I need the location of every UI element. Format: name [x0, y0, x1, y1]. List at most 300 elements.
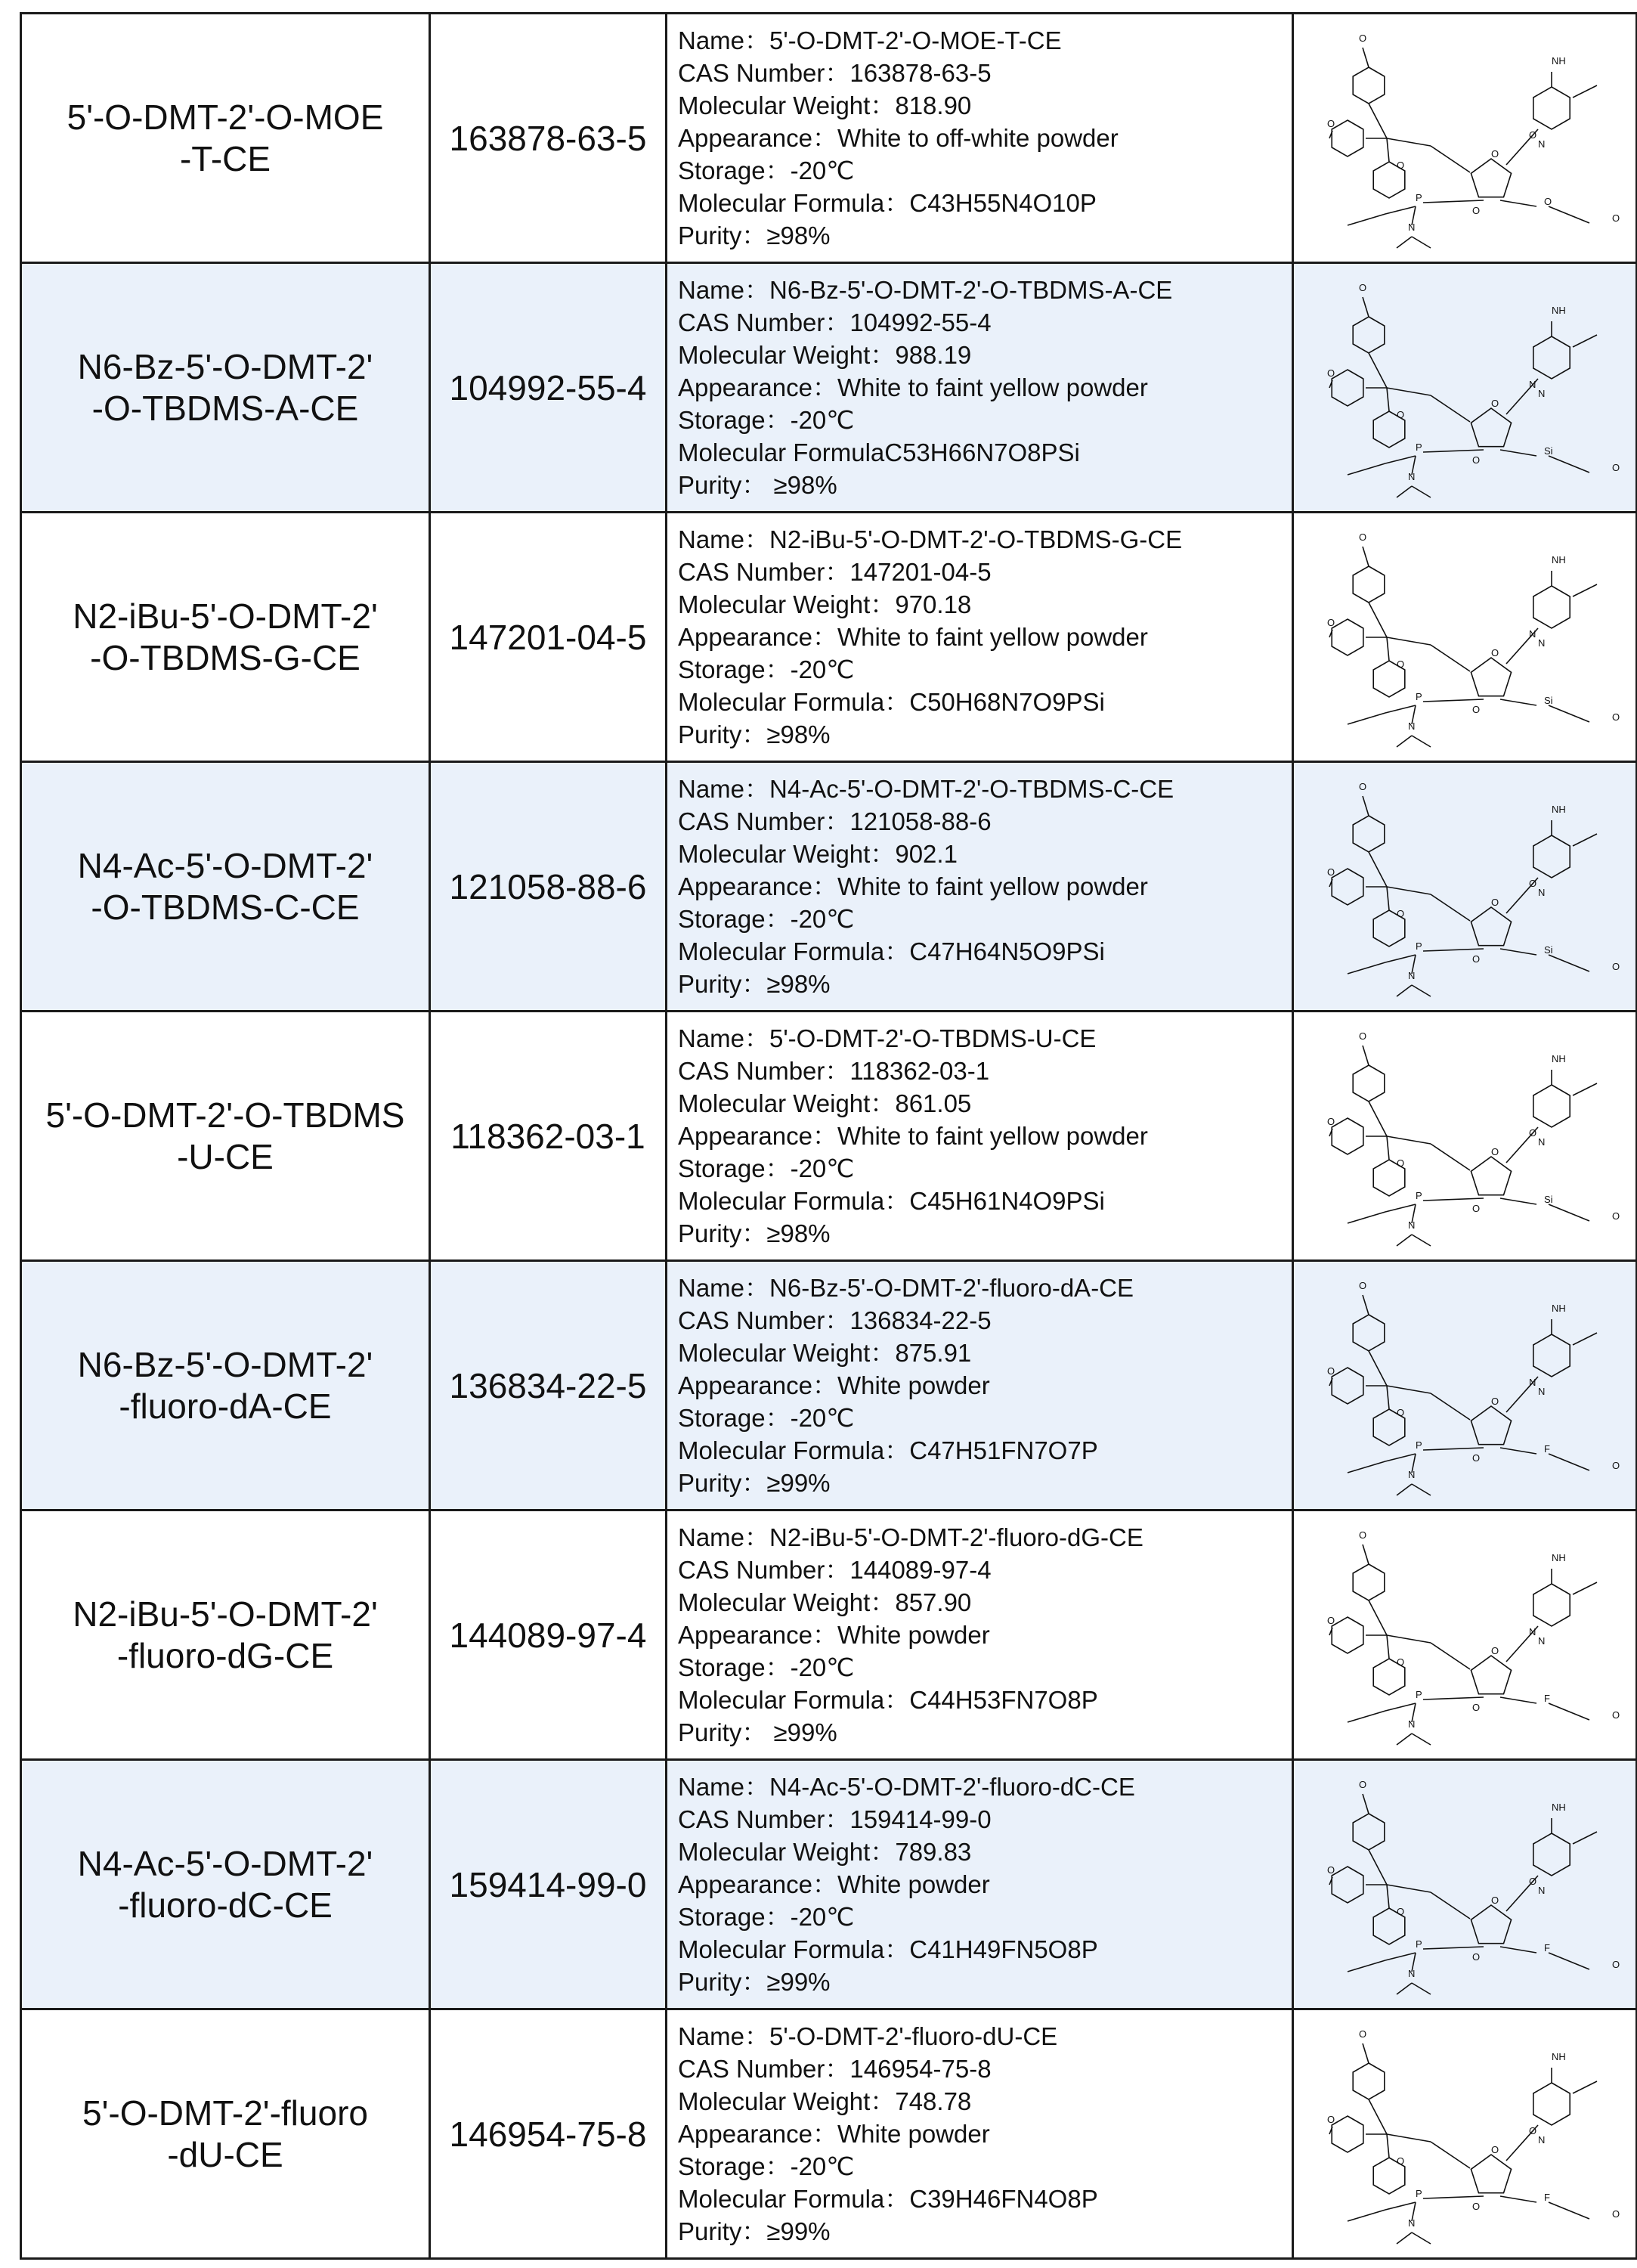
bond-line — [1549, 1454, 1589, 1470]
atom-label: O — [1359, 1030, 1367, 1042]
product-info-cell — [667, 762, 1293, 1012]
atom-label: N — [1538, 1634, 1546, 1647]
product-name-line: N6-Bz-5'-O-DMT-2' — [77, 1344, 373, 1384]
atom-label: O — [1397, 1157, 1405, 1169]
structure-drawing — [1302, 524, 1627, 751]
bond-line — [1412, 1235, 1431, 1246]
info-label: Purity： — [678, 1219, 767, 1247]
info-value: 748.78 — [895, 2087, 972, 2115]
info-label: Molecular Formula： — [678, 688, 910, 716]
info-value: C41H49FN5O8P — [909, 1935, 1098, 1963]
info-label: Molecular Weight： — [678, 1588, 896, 1616]
bond-line — [1369, 1101, 1387, 1136]
info-mw — [678, 1586, 1292, 1619]
info-mw — [678, 1836, 1292, 1868]
info-label: Molecular Formula： — [678, 2185, 910, 2213]
info-label: Purity： — [678, 970, 767, 998]
bond-line — [1387, 1635, 1389, 1659]
bond-line — [1387, 1635, 1431, 1643]
bond-line — [1363, 1046, 1369, 1065]
product-row — [21, 1510, 1637, 1760]
info-value: 988.19 — [895, 341, 972, 369]
info-label: Molecular Weight： — [678, 2087, 896, 2115]
atom-label: O — [1472, 1202, 1481, 1214]
atom-label: O — [1529, 2124, 1537, 2136]
ring-bond — [1471, 2155, 1511, 2193]
ring-bond — [1332, 869, 1363, 905]
structure-image-cell — [1293, 1261, 1637, 1510]
info-formula — [678, 436, 1292, 469]
info-label: Name： — [678, 1523, 770, 1551]
bond-line — [1573, 1832, 1597, 1844]
atom-label: O — [1327, 367, 1335, 379]
bond-line — [1573, 1333, 1597, 1345]
info-value: 789.83 — [895, 1838, 972, 1866]
info-value: 875.91 — [895, 1339, 972, 1367]
bond-line — [1387, 388, 1431, 395]
bond-line — [1412, 1983, 1431, 1994]
product-name-cell — [21, 2009, 430, 2259]
bond-line — [1348, 713, 1385, 724]
ring-bond — [1471, 1656, 1511, 1694]
info-name — [678, 274, 1292, 306]
bond-line — [1412, 237, 1431, 248]
info-value: White to faint yellow powder — [837, 872, 1148, 900]
info-storage — [678, 1402, 1292, 1434]
bond-line — [1423, 2196, 1484, 2198]
product-info-cell — [667, 1261, 1293, 1510]
info-label: CAS Number： — [678, 807, 850, 835]
bond-line — [1387, 138, 1431, 146]
atom-label: O — [1529, 129, 1537, 141]
bond-line — [1385, 1953, 1416, 1960]
atom-label: NH — [1552, 803, 1566, 815]
chemical-structure — [1294, 274, 1635, 501]
info-label: Molecular Formula： — [678, 937, 910, 965]
bond-line — [1397, 985, 1412, 996]
atom-label: O — [1397, 1406, 1405, 1418]
ring-bond — [1332, 1368, 1363, 1404]
info-mw — [678, 838, 1292, 870]
info-appearance — [678, 1120, 1292, 1152]
info-formula — [678, 2183, 1292, 2215]
structure-drawing — [1302, 1771, 1627, 1998]
bond-line — [1423, 699, 1484, 702]
bond-line — [1549, 456, 1589, 472]
info-value: 5'-O-DMT-2'-O-TBDMS-U-CE — [769, 1024, 1097, 1052]
structure-image-cell — [1293, 2009, 1637, 2259]
info-label: Purity： — [678, 471, 767, 499]
info-mw — [678, 1337, 1292, 1369]
info-value: N6-Bz-5'-O-DMT-2'-O-TBDMS-A-CE — [769, 276, 1173, 304]
info-value: 144089-97-4 — [849, 1556, 992, 1584]
info-formula — [678, 1933, 1292, 1966]
cas-number-cell: 163878-63-5 — [430, 14, 667, 263]
bond-line — [1423, 1448, 1484, 1450]
bond-line — [1387, 637, 1389, 661]
product-name-cell — [21, 1012, 430, 1261]
info-name — [678, 1521, 1292, 1554]
info-label: Purity： — [678, 1968, 767, 1996]
atom-label: O — [1491, 1894, 1499, 1906]
atom-label: O — [1472, 703, 1481, 715]
ring-bond — [1533, 1584, 1570, 1626]
info-appearance — [678, 122, 1292, 154]
atom-label: P — [1416, 441, 1422, 453]
info-value: 104992-55-4 — [849, 308, 992, 336]
info-purity — [678, 1217, 1292, 1250]
info-label: Name： — [678, 1773, 770, 1801]
bond-line — [1500, 1448, 1536, 1454]
bond-line — [1348, 962, 1385, 974]
bond-line — [1423, 450, 1484, 452]
info-value: White to off-white powder — [837, 124, 1119, 152]
info-purity — [678, 469, 1292, 501]
info-value: 147201-04-5 — [849, 558, 992, 586]
atom-label: O — [1491, 397, 1499, 409]
atom-label: O — [1327, 117, 1335, 129]
info-value: 163878-63-5 — [849, 59, 992, 87]
atom-label: F — [1544, 1442, 1550, 1455]
info-label: Storage： — [678, 1903, 791, 1931]
atom-label: O — [1359, 780, 1367, 792]
info-cas — [678, 1803, 1292, 1836]
ring-bond — [1332, 1118, 1363, 1154]
ring-bond — [1353, 1564, 1385, 1600]
info-label: Molecular Formula： — [678, 1935, 910, 1963]
structure-drawing — [1302, 25, 1627, 252]
info-label: Name： — [678, 1274, 770, 1302]
atom-label: NH — [1552, 1801, 1566, 1813]
structure-image-cell — [1293, 1760, 1637, 2009]
bond-line — [1549, 1703, 1589, 1720]
info-label: Appearance： — [678, 2120, 837, 2148]
bond-line — [1397, 1235, 1412, 1246]
ring-bond — [1332, 1617, 1363, 1653]
info-label: Appearance： — [678, 1621, 837, 1649]
atom-label: O — [1359, 2028, 1367, 2040]
ring-bond — [1471, 408, 1511, 447]
atom-label: N — [1538, 886, 1546, 898]
info-label: Molecular Formula： — [678, 1686, 910, 1714]
ring-bond — [1353, 317, 1385, 353]
bond-line — [1431, 894, 1470, 921]
info-label: CAS Number： — [678, 59, 850, 87]
info-label: Molecular Weight： — [678, 341, 896, 369]
chemical-structure — [1294, 1023, 1635, 1250]
info-formula — [678, 187, 1292, 219]
info-label: Appearance： — [678, 124, 837, 152]
bond-line — [1573, 1582, 1597, 1594]
structure-drawing — [1302, 1272, 1627, 1499]
atom-label: O — [1544, 195, 1552, 207]
info-value: C45H61N4O9PSi — [909, 1187, 1105, 1215]
info-label: Molecular Weight： — [678, 590, 896, 618]
bond-line — [1387, 887, 1389, 910]
structure-image-cell — [1293, 14, 1637, 263]
structure-image-cell — [1293, 263, 1637, 513]
ring-bond — [1353, 1315, 1385, 1351]
atom-label: P — [1416, 690, 1422, 702]
bond-line — [1387, 1885, 1431, 1892]
info-label: Molecular Formula： — [678, 189, 910, 217]
cas-number-cell: 144089-97-4 — [430, 1510, 667, 1760]
info-label: Storage： — [678, 2152, 791, 2180]
info-value: -20℃ — [790, 406, 855, 434]
product-name-cell — [21, 1760, 430, 2009]
info-label: Appearance： — [678, 1870, 837, 1898]
bond-line — [1431, 1393, 1470, 1420]
atom-label: P — [1416, 1688, 1422, 1700]
info-label: Purity： — [678, 720, 767, 748]
bond-line — [1385, 2202, 1416, 2210]
info-value: 857.90 — [895, 1588, 972, 1616]
ring-bond — [1533, 87, 1570, 129]
atom-label: NH — [1552, 304, 1566, 316]
bond-line — [1397, 237, 1412, 248]
info-formula — [678, 935, 1292, 968]
info-label: Name： — [678, 2022, 770, 2050]
bond-line — [1573, 335, 1597, 347]
bond-line — [1385, 1454, 1416, 1461]
cas-number-cell: 147201-04-5 — [430, 513, 667, 762]
info-mw — [678, 2085, 1292, 2118]
atom-label: O — [1397, 159, 1405, 171]
bond-line — [1385, 1703, 1416, 1711]
product-row — [21, 263, 1637, 513]
chemical-structure — [1294, 524, 1635, 751]
info-storage — [678, 1901, 1292, 1933]
atom-label: O — [1359, 32, 1367, 44]
structure-image-cell — [1293, 762, 1637, 1012]
bond-line — [1387, 1885, 1389, 1908]
bond-line — [1423, 1947, 1484, 1949]
bond-line — [1369, 1850, 1387, 1885]
cas-number-cell: 159414-99-0 — [430, 1760, 667, 2009]
atom-label: O — [1491, 2143, 1499, 2155]
product-info-cell — [667, 14, 1293, 263]
bond-line — [1431, 395, 1470, 422]
atom-label: O — [1612, 1709, 1620, 1721]
info-formula — [678, 1185, 1292, 1217]
atom-label: N — [1538, 387, 1546, 399]
info-purity — [678, 2215, 1292, 2248]
atom-label: N — [1538, 138, 1546, 150]
atom-label: N — [1538, 1136, 1546, 1148]
info-value: 159414-99-0 — [849, 1805, 992, 1833]
info-label: Purity： — [678, 2217, 767, 2245]
atom-label: NH — [1552, 1302, 1566, 1314]
atom-label: O — [1491, 1644, 1499, 1656]
ring-bond — [1332, 120, 1363, 156]
info-name — [678, 523, 1292, 556]
bond-line — [1397, 1734, 1412, 1745]
product-row — [21, 1760, 1637, 2009]
info-value: C39H46FN4O8P — [909, 2185, 1098, 2213]
info-label: CAS Number： — [678, 1057, 850, 1085]
info-purity — [678, 718, 1292, 751]
info-label: Molecular Weight： — [678, 840, 896, 868]
atom-label: O — [1472, 953, 1481, 965]
bond-line — [1423, 1198, 1484, 1201]
atom-label: O — [1491, 147, 1499, 160]
atom-label: O — [1612, 1958, 1620, 1970]
info-value: ≥99% — [766, 1469, 831, 1497]
atom-label: Si — [1544, 445, 1553, 457]
bond-line — [1500, 699, 1536, 705]
atom-label: N — [1408, 1219, 1416, 1231]
info-value: ≥98% — [766, 970, 831, 998]
atom-label: O — [1612, 461, 1620, 473]
atom-label: Si — [1544, 694, 1553, 706]
info-value: C44H53FN7O8P — [909, 1686, 1098, 1714]
product-info-cell — [667, 513, 1293, 762]
info-cas — [678, 805, 1292, 838]
info-label: CAS Number： — [678, 558, 850, 586]
info-cas — [678, 556, 1292, 588]
product-info-cell — [667, 1510, 1293, 1760]
bond-line — [1500, 200, 1536, 206]
info-value: N4-Ac-5'-O-DMT-2'-fluoro-dC-CE — [769, 1773, 1135, 1801]
atom-label: O — [1359, 1778, 1367, 1790]
info-label: Name： — [678, 276, 770, 304]
bond-line — [1363, 1295, 1369, 1315]
bond-line — [1387, 637, 1431, 645]
info-label: Appearance： — [678, 1122, 837, 1150]
bond-line — [1412, 736, 1431, 747]
atom-label: N — [1408, 1468, 1416, 1480]
info-value: -20℃ — [790, 156, 855, 184]
info-purity — [678, 1467, 1292, 1499]
info-value: 970.18 — [895, 590, 972, 618]
info-label: Molecular Weight： — [678, 1089, 896, 1117]
structure-image-cell — [1293, 1012, 1637, 1261]
chemical-structure — [1294, 1771, 1635, 1998]
info-label: CAS Number： — [678, 308, 850, 336]
bond-line — [1387, 1136, 1431, 1144]
product-name-cell — [21, 513, 430, 762]
cas-number-cell: 146954-75-8 — [430, 2009, 667, 2259]
cas-number-cell: 118362-03-1 — [430, 1012, 667, 1261]
info-value: -20℃ — [790, 2152, 855, 2180]
info-value: 5'-O-DMT-2'-fluoro-dU-CE — [769, 2022, 1058, 2050]
atom-label: O — [1529, 1126, 1537, 1139]
bond-line — [1387, 1386, 1431, 1393]
product-name-cell — [21, 1261, 430, 1510]
info-mw — [678, 1087, 1292, 1120]
product-name-line: -fluoro-dG-CE — [116, 1635, 334, 1675]
atom-label: O — [1612, 2208, 1620, 2220]
bond-line — [1387, 388, 1389, 411]
ring-bond — [1471, 1905, 1511, 1944]
info-purity — [678, 1966, 1292, 1998]
bond-line — [1549, 1204, 1589, 1221]
product-name-line: N4-Ac-5'-O-DMT-2' — [77, 1843, 373, 1883]
info-appearance — [678, 1369, 1292, 1402]
bond-line — [1397, 1983, 1412, 1994]
atom-label: F — [1544, 1692, 1550, 1704]
info-value: N2-iBu-5'-O-DMT-2'-fluoro-dG-CE — [769, 1523, 1143, 1551]
info-label: Molecular Formula： — [678, 1436, 910, 1464]
atom-label: Si — [1544, 943, 1553, 956]
bond-line — [1363, 547, 1369, 566]
info-label: Molecular Weight： — [678, 1838, 896, 1866]
bond-line — [1431, 645, 1470, 671]
atom-label: O — [1397, 1656, 1405, 1668]
info-value: ≥98% — [766, 720, 831, 748]
info-value: C47H64N5O9PSi — [909, 937, 1105, 965]
atom-label: O — [1327, 1115, 1335, 1127]
atom-label: NH — [1552, 1052, 1566, 1064]
bond-line — [1549, 206, 1589, 223]
info-formula — [678, 686, 1292, 718]
bond-line — [1387, 138, 1389, 162]
ring-bond — [1471, 907, 1511, 946]
info-value: 136834-22-5 — [849, 1306, 992, 1334]
bond-line — [1363, 1794, 1369, 1814]
info-label: Name： — [678, 1024, 770, 1052]
bond-line — [1423, 200, 1484, 203]
info-value: 121058-88-6 — [849, 807, 992, 835]
bond-line — [1387, 2134, 1389, 2158]
atom-label: NH — [1552, 553, 1566, 565]
bond-line — [1369, 1351, 1387, 1386]
atom-label: NH — [1552, 54, 1566, 67]
info-value: White powder — [837, 1870, 990, 1898]
ring-bond — [1353, 816, 1385, 852]
bond-line — [1431, 146, 1470, 172]
atom-label: O — [1397, 658, 1405, 670]
atom-label: O — [1612, 1459, 1620, 1471]
bond-line — [1573, 85, 1597, 98]
info-label: Purity： — [678, 1469, 767, 1497]
info-value: -20℃ — [790, 655, 855, 683]
info-label: Appearance： — [678, 1371, 837, 1399]
bond-line — [1348, 1461, 1385, 1473]
product-name-cell — [21, 1510, 430, 1760]
bond-line — [1573, 2081, 1597, 2093]
info-name — [678, 773, 1292, 805]
info-name — [678, 24, 1292, 57]
bond-line — [1412, 1484, 1431, 1495]
atom-label: N — [1408, 720, 1416, 732]
info-value: ≥99% — [766, 1968, 831, 1996]
info-label: Appearance： — [678, 623, 837, 651]
bond-line — [1369, 1600, 1387, 1635]
ring-bond — [1533, 1085, 1570, 1127]
info-storage — [678, 1152, 1292, 1185]
atom-label: F — [1544, 2191, 1550, 2203]
info-value: C47H51FN7O7P — [909, 1436, 1098, 1464]
bond-line — [1431, 1144, 1470, 1170]
bond-line — [1500, 2196, 1536, 2202]
structure-drawing — [1302, 2021, 1627, 2248]
bond-line — [1369, 603, 1387, 637]
product-name-cell — [21, 263, 430, 513]
product-table — [20, 12, 1637, 2260]
info-value: White powder — [837, 2120, 990, 2148]
atom-label: O — [1612, 960, 1620, 972]
info-value: White to faint yellow powder — [837, 1122, 1148, 1150]
product-name-line: -fluoro-dA-CE — [119, 1386, 332, 1426]
atom-label: N — [1538, 1884, 1546, 1896]
atom-label: O — [1529, 1875, 1537, 1887]
ring-bond — [1471, 1157, 1511, 1195]
product-name-line: -dU-CE — [167, 2134, 283, 2174]
bond-line — [1397, 486, 1412, 497]
atom-label: O — [1491, 896, 1499, 908]
atom-label: N — [1408, 1718, 1416, 1730]
